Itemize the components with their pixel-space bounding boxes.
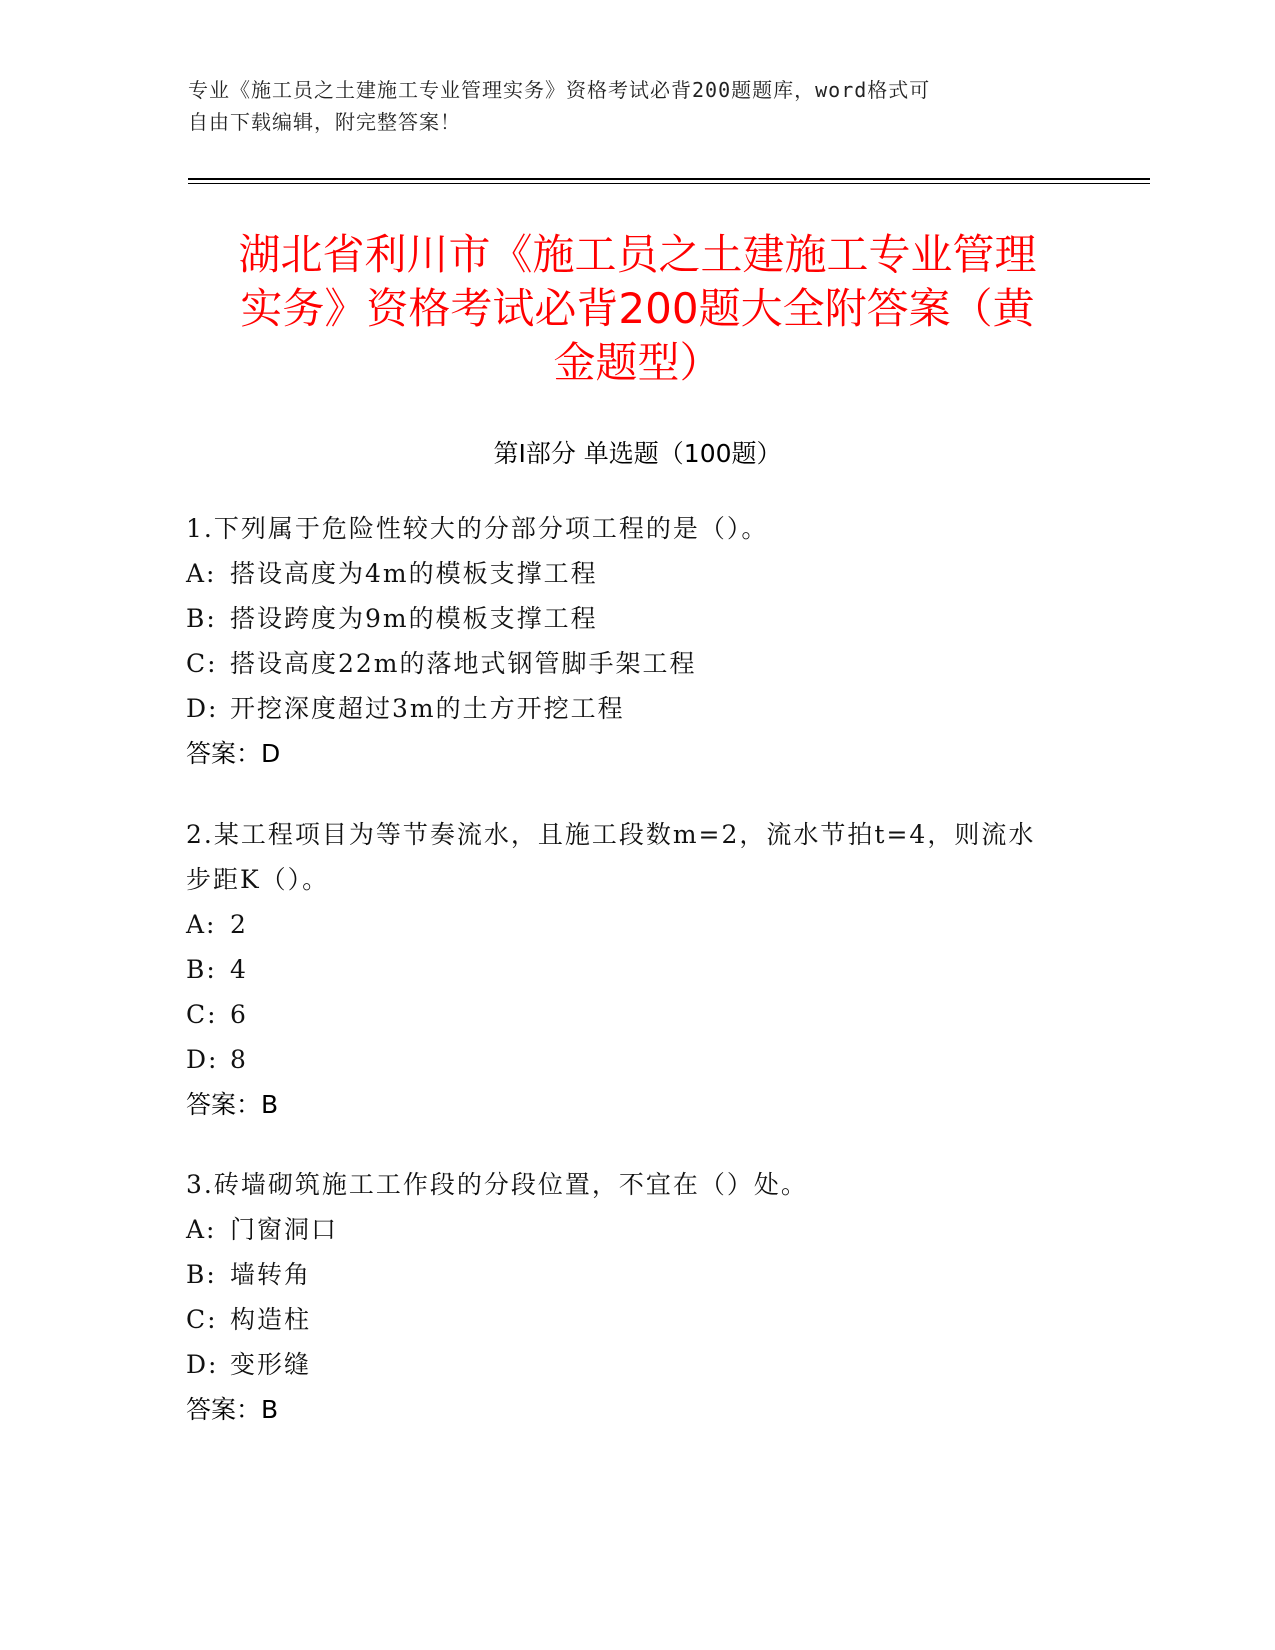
question-stem-continued: 步距K（）。	[186, 865, 330, 894]
document-title-line-3: 金题型）	[553, 338, 722, 387]
option-key: C:	[186, 649, 218, 678]
option-c	[186, 992, 1086, 1037]
question-stem: 1.下列属于危险性较大的分部分项工程的是（）。	[186, 514, 769, 543]
option-d	[186, 686, 1086, 731]
option-a	[186, 1207, 1086, 1252]
document-title-line-1: 湖北省利川市《施工员之土建施工专业管理	[238, 230, 1037, 279]
header-note-line-1: 专业《施工员之土建施工专业管理实务》资格考试必背200题题库，word格式可	[188, 78, 931, 102]
option-text: 变形缝	[230, 1350, 312, 1379]
option-d	[186, 1342, 1086, 1387]
option-b	[186, 947, 1086, 992]
option-key: D:	[186, 1350, 219, 1379]
option-a	[186, 902, 1086, 947]
option-text: 搭设高度为4m的模板支撑工程	[230, 559, 598, 588]
header-note-line-2: 自由下载编辑，附完整答案！	[188, 110, 461, 134]
option-c	[186, 641, 1086, 686]
option-key: C:	[186, 1305, 218, 1334]
option-key: A:	[186, 559, 217, 588]
option-b	[186, 596, 1086, 641]
question-2	[186, 812, 1086, 1127]
option-text: 门窗洞口	[230, 1215, 339, 1244]
question-1	[186, 506, 1086, 776]
question-stem: 2.某工程项目为等节奏流水，且施工段数m=2，流水节拍t=4，则流水	[186, 820, 1036, 849]
option-text: 开挖深度超过3m的土方开挖工程	[230, 694, 625, 723]
answer: 答案：B	[186, 1090, 279, 1119]
answer: 答案：D	[186, 739, 281, 768]
option-key: B:	[186, 604, 217, 633]
option-text: 6	[230, 1000, 248, 1029]
header-rule-thick	[188, 178, 1150, 180]
header-rule-thin	[188, 183, 1150, 184]
answer: 答案：B	[186, 1395, 279, 1424]
option-d	[186, 1037, 1086, 1082]
option-text: 墙转角	[230, 1260, 312, 1289]
option-text: 2	[230, 910, 248, 939]
option-key: C:	[186, 1000, 218, 1029]
option-key: D:	[186, 1045, 219, 1074]
option-key: A:	[186, 1215, 217, 1244]
option-text: 8	[230, 1045, 248, 1074]
question-3	[186, 1162, 1086, 1432]
header-note	[188, 74, 1088, 138]
option-key: B:	[186, 955, 217, 984]
option-b	[186, 1252, 1086, 1297]
option-text: 4	[230, 955, 248, 984]
section-heading: 第Ⅰ部分 单选题（100题）	[493, 439, 782, 468]
option-key: D:	[186, 694, 219, 723]
document-title-line-2: 实务》资格考试必背200题大全附答案（黄	[240, 284, 1035, 333]
option-key: B:	[186, 1260, 217, 1289]
document-title	[160, 228, 1115, 390]
option-key: A:	[186, 910, 217, 939]
question-stem: 3.砖墙砌筑施工工作段的分段位置，不宜在（）处。	[186, 1170, 808, 1199]
option-text: 搭设跨度为9m的模板支撑工程	[230, 604, 598, 633]
option-text: 构造柱	[230, 1305, 312, 1334]
option-a	[186, 551, 1086, 596]
option-c	[186, 1297, 1086, 1342]
option-text: 搭设高度22m的落地式钢管脚手架工程	[230, 649, 697, 678]
